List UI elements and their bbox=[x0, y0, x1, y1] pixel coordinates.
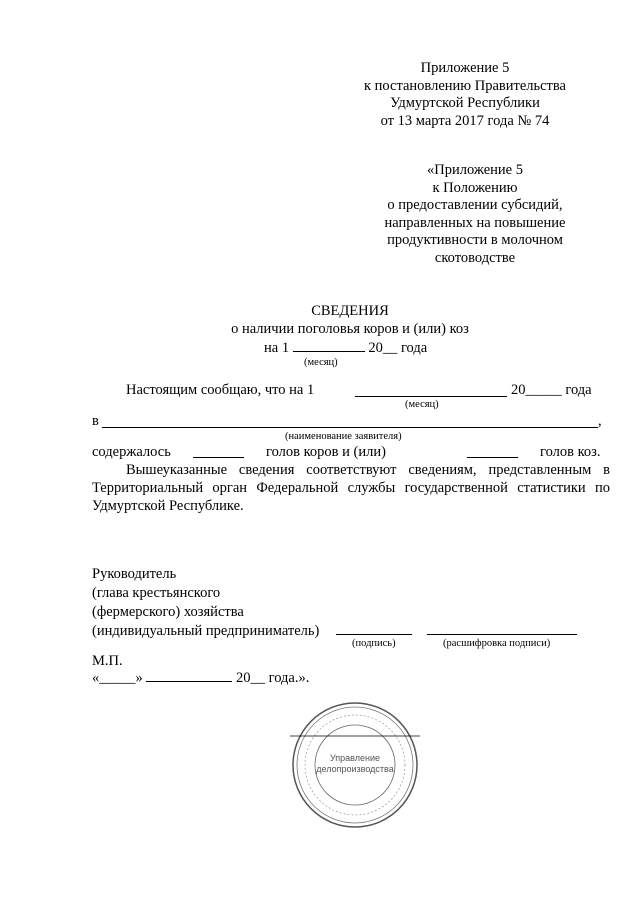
signature-entrepreneur-line: (индивидуальный предприниматель) bbox=[92, 623, 320, 639]
body-cows-count-blank bbox=[193, 457, 244, 458]
signature-date-line bbox=[92, 669, 309, 687]
regulation-to-line: к Положению bbox=[432, 179, 518, 196]
regulation-directed-line: направленных на повышение bbox=[384, 214, 566, 231]
header-date-line: от 13 марта 2017 года № 74 bbox=[380, 112, 550, 129]
body-confirmation-paragraph: Вышеуказанные сведения соответствуют сведениям, представленным в Территориальный орган Федеральной службы государственной статистики по Удмуртской Республике. bbox=[92, 462, 610, 514]
header-approval-block bbox=[340, 60, 590, 130]
title-date-line bbox=[264, 339, 427, 357]
body-applicant-caption: (наименование заявителя) bbox=[285, 431, 402, 442]
title-month-blank bbox=[293, 339, 365, 352]
stamp-label-line2: делопроизводства bbox=[316, 764, 394, 774]
signature-decode-caption: (расшифровка подписи) bbox=[443, 638, 551, 649]
stamp-label bbox=[290, 753, 420, 775]
signature-decode-blank bbox=[427, 634, 577, 635]
signature-head-line: Руководитель bbox=[92, 566, 177, 582]
title-date-prefix: на 1 bbox=[264, 340, 290, 356]
stamp-label-line1: Управление bbox=[329, 753, 381, 763]
regulation-cattle-line: скотоводстве bbox=[434, 249, 516, 266]
stamp-place-label: М.П. bbox=[92, 653, 123, 669]
document-title-block bbox=[200, 303, 500, 338]
body-report-intro: Настоящим сообщаю, что на 1 bbox=[126, 382, 315, 398]
signature-sign-blank bbox=[336, 634, 412, 635]
header-resolution-line: к постановлению Правительства bbox=[364, 77, 566, 94]
body-in-prefix: в bbox=[92, 413, 99, 429]
body-cows-text: голов коров и (или) bbox=[266, 444, 386, 460]
body-contained-word: содержалось bbox=[92, 444, 171, 460]
header-regulation-block bbox=[350, 162, 600, 267]
signature-date-day: «_____» bbox=[92, 670, 143, 686]
regulation-subsidy-line: о предоставлении субсидий, bbox=[387, 197, 563, 213]
body-comma: , bbox=[598, 413, 602, 429]
header-republic-line: Удмуртской Республики bbox=[390, 95, 540, 111]
regulation-appendix-line: «Приложение 5 bbox=[427, 162, 523, 178]
title-date-year: 20__ года bbox=[368, 340, 428, 356]
document-title: СВЕДЕНИЯ bbox=[311, 303, 389, 319]
signature-date-year: 20__ года.». bbox=[236, 670, 310, 686]
document-subtitle: о наличии поголовья коров и (или) коз bbox=[231, 320, 469, 337]
body-goats-text: голов коз. bbox=[540, 444, 601, 460]
signature-sign-caption: (подпись) bbox=[352, 638, 396, 649]
body-month-caption: (месяц) bbox=[405, 399, 439, 410]
office-stamp bbox=[290, 700, 420, 830]
regulation-productivity-line: продуктивности в молочном bbox=[387, 232, 563, 248]
signature-peasant-line: (глава крестьянского bbox=[92, 585, 221, 601]
body-applicant-blank bbox=[102, 427, 598, 428]
body-goats-count-blank bbox=[467, 457, 518, 458]
header-appendix-line: Приложение 5 bbox=[420, 60, 510, 76]
body-report-year: 20_____ года bbox=[511, 382, 592, 398]
title-month-caption: (месяц) bbox=[304, 357, 338, 368]
body-month-blank bbox=[355, 396, 507, 397]
signature-farm-line: (фермерского) хозяйства bbox=[92, 604, 244, 620]
signature-date-month-blank bbox=[146, 669, 232, 682]
